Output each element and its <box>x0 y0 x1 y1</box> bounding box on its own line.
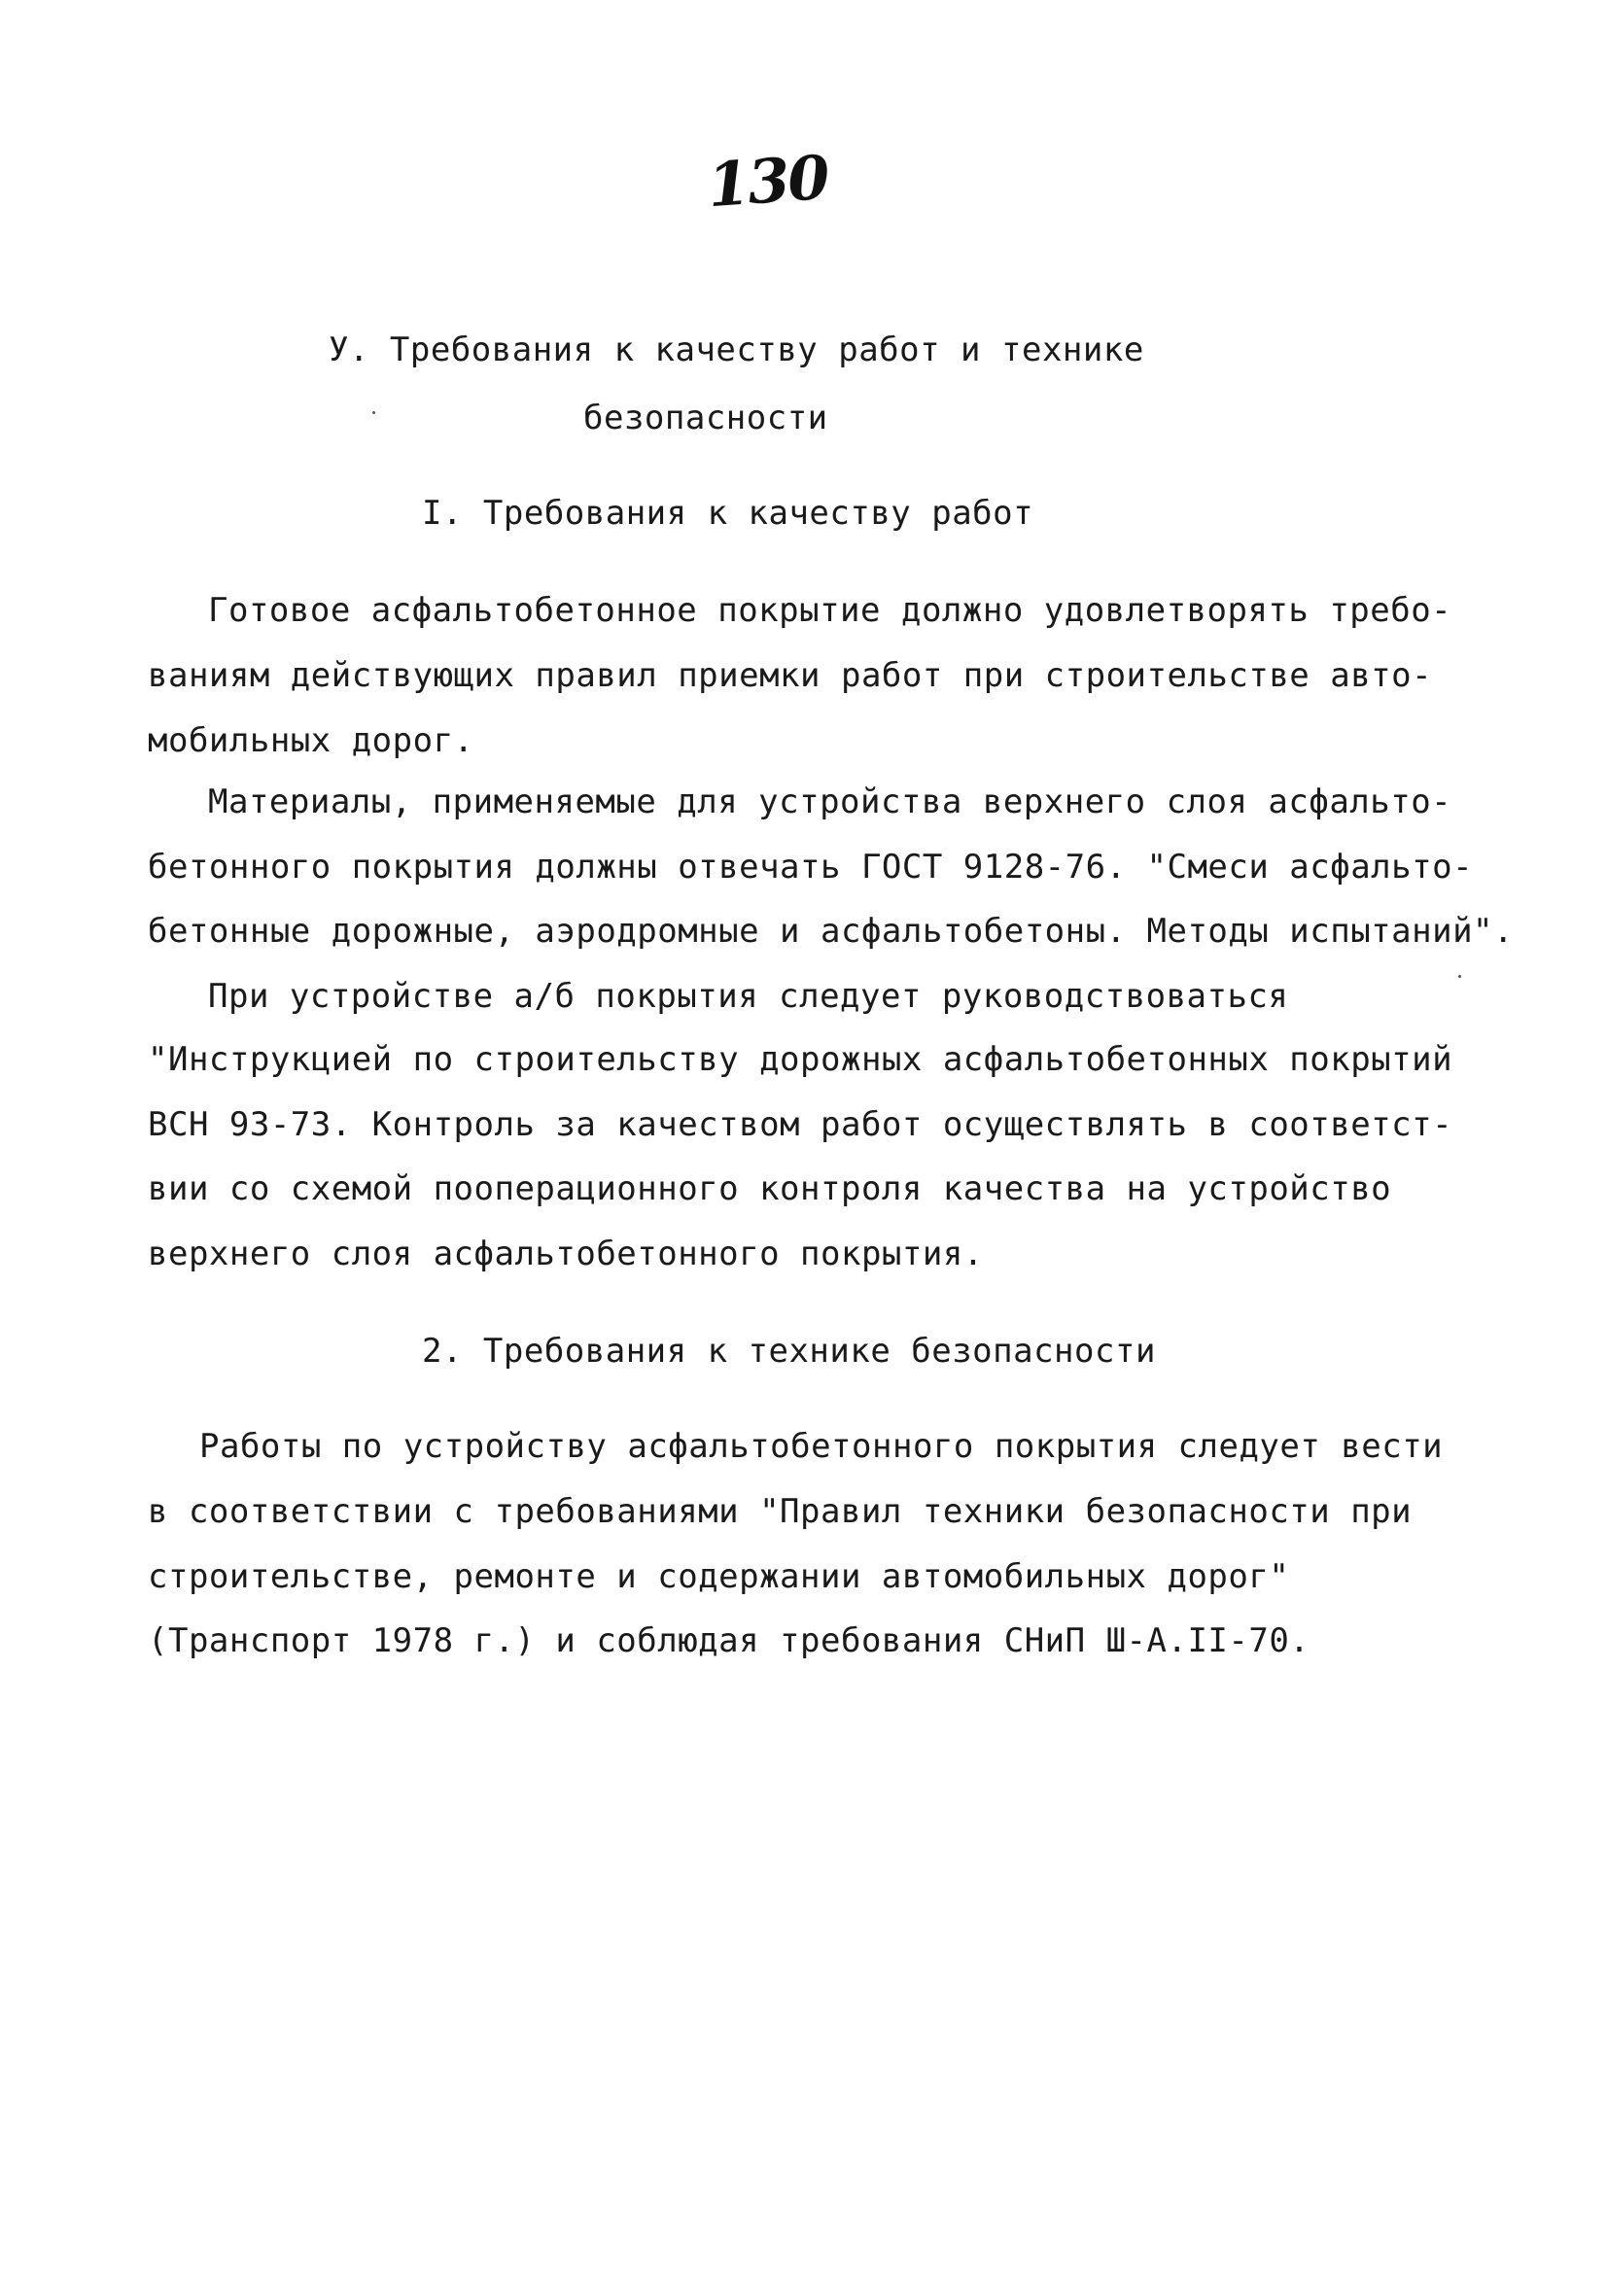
section-1-heading: I. Требования к качеству работ <box>422 494 1034 533</box>
paragraph-line: в соответствии с требованиями "Правил техники безопасности при <box>148 1492 1413 1531</box>
paragraph-line: строительстве, ремонте и содержании автомобильных дорог" <box>148 1557 1290 1596</box>
paragraph-line: бетонные дорожные, аэродромные и асфальтобетоны. Методы испытаний". <box>148 912 1514 951</box>
paragraph-line: "Инструкцией по строительству дорожных асфальтобетонных покрытий <box>148 1040 1453 1079</box>
paragraph-line: бетонного покрытия должны отвечать ГОСТ 9128-76. "Смеси асфальто- <box>148 848 1474 887</box>
paragraph-line: ВСН 93-73. Контроль за качеством работ осуществлять в соответст- <box>148 1105 1453 1144</box>
paragraph-line: (Транспорт 1978 г.) и соблюдая требования СНиП Ш-А.II-70. <box>148 1621 1310 1660</box>
paragraph-line: вии со схемой пооперационного контроля качества на устройство <box>148 1169 1392 1208</box>
page-number: 130 <box>705 141 830 222</box>
paragraph-line: мобильных дорог. <box>148 721 474 760</box>
paragraph-line: Материалы, применяемые для устройства верхнего слоя асфальто- <box>208 783 1452 821</box>
paragraph-line: Готовое асфальтобетонное покрытие должно удовлетворять требо- <box>208 591 1452 630</box>
paragraph-line: верхнего слоя асфальтобетонного покрытия. <box>148 1235 984 1273</box>
paragraph-line: При устройстве а/б покрытия следует руководствоваться <box>208 977 1289 1016</box>
section-2-heading: 2. Требования к технике безопасности <box>422 1332 1156 1371</box>
paragraph-line: Работы по устройству асфальтобетонного покрытия следует вести <box>199 1427 1444 1466</box>
paragraph-line: ваниям действующих правил приемки работ при строительстве авто- <box>148 656 1433 695</box>
chapter-title-line-2: безопасности <box>583 399 828 437</box>
chapter-title-line-1: У. Требования к качеству работ и технике <box>329 330 1144 369</box>
